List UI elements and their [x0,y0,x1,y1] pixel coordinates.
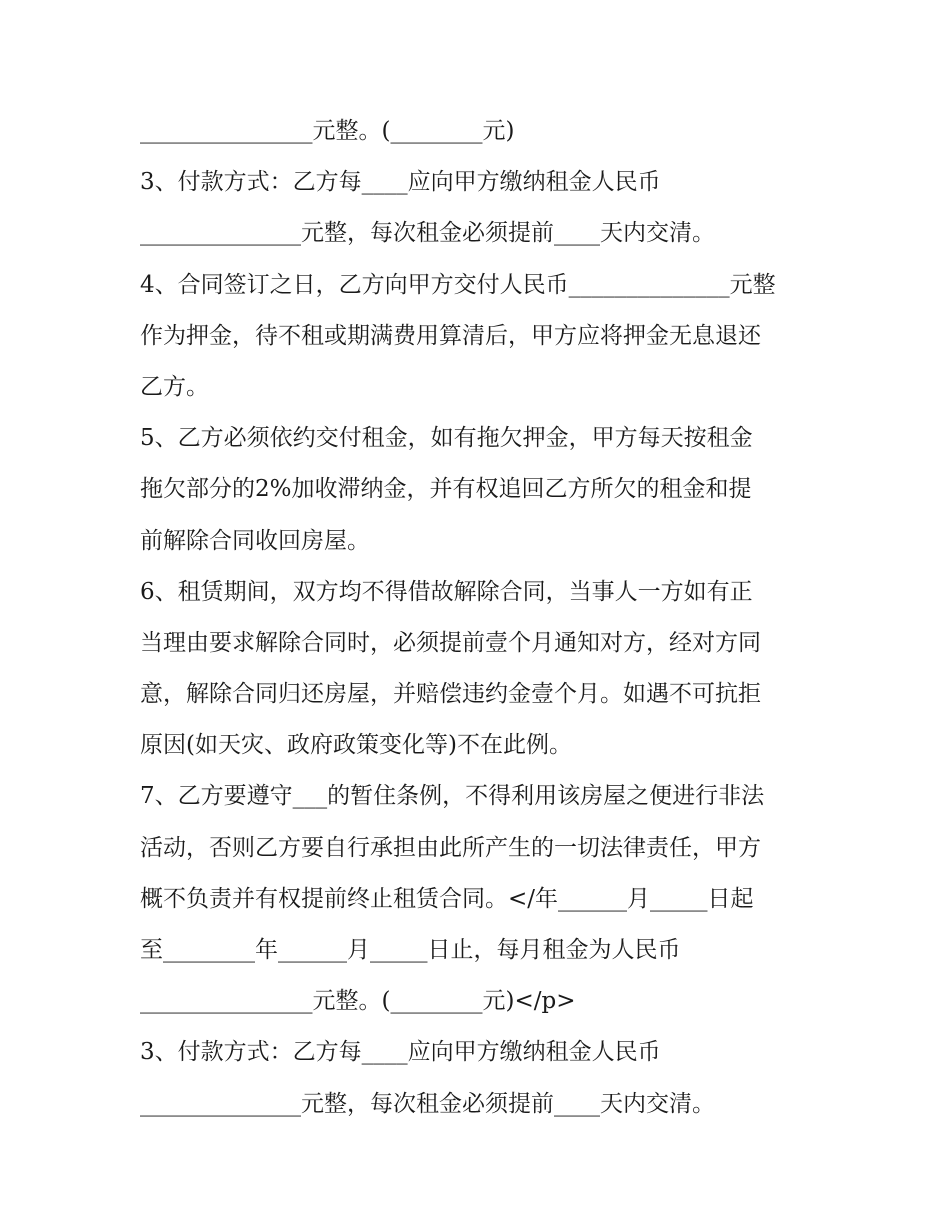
text-line: _______________元整。(________元) [140,118,515,144]
text-line: 7、乙方要遵守___的暂住条例，不得利用该房屋之便进行非法 [140,783,765,810]
contract-text [140,106,830,1130]
text-line: _______________元整。(________元)</p> [140,988,576,1015]
text-line: 6、租赁期间，双方均不得借故解除合同，当事人一方如有正 [140,578,753,605]
text-line: 当理由要求解除合同时，必须提前壹个月通知对方，经对方同 [140,629,761,656]
text-line: 作为押金，待不租或期满费用算清后，甲方应将押金无息退还 [140,322,761,349]
text-line: 至________年______月_____日止，每月租金为人民币 [140,937,681,963]
text-line: 原因(如天灾、政府政策变化等)不在此例。 [140,732,572,759]
text-line: 3、付款方式：乙方每____应向甲方缴纳租金人民币 [140,1039,661,1066]
text-line: 乙方。 [140,373,209,400]
text-line: 前解除合同收回房屋。 [140,527,370,554]
text-line: 活动，否则乙方要自行承担由此所产生的一切法律责任，甲方 [140,834,761,861]
text-line: ______________元整，每次租金必须提前____天内交清。 [140,220,715,247]
text-line: 5、乙方必须依约交付租金，如有拖欠押金，甲方每天按租金 [140,425,753,452]
text-line: 概不负责并有权提前终止租赁合同。</年______月_____日起 [140,885,754,912]
text-line: 4、合同签订之日，乙方向甲方交付人民币______________元整 [140,271,776,298]
text-line: ______________元整，每次租金必须提前____天内交清。 [140,1090,715,1117]
text-line: 3、付款方式：乙方每____应向甲方缴纳租金人民币 [140,169,661,196]
text-line: 意，解除合同归还房屋，并赔偿违约金壹个月。如遇不可抗拒 [140,681,761,708]
text-line: 拖欠部分的2%加收滞纳金，并有权追回乙方所欠的租金和提 [140,476,752,503]
